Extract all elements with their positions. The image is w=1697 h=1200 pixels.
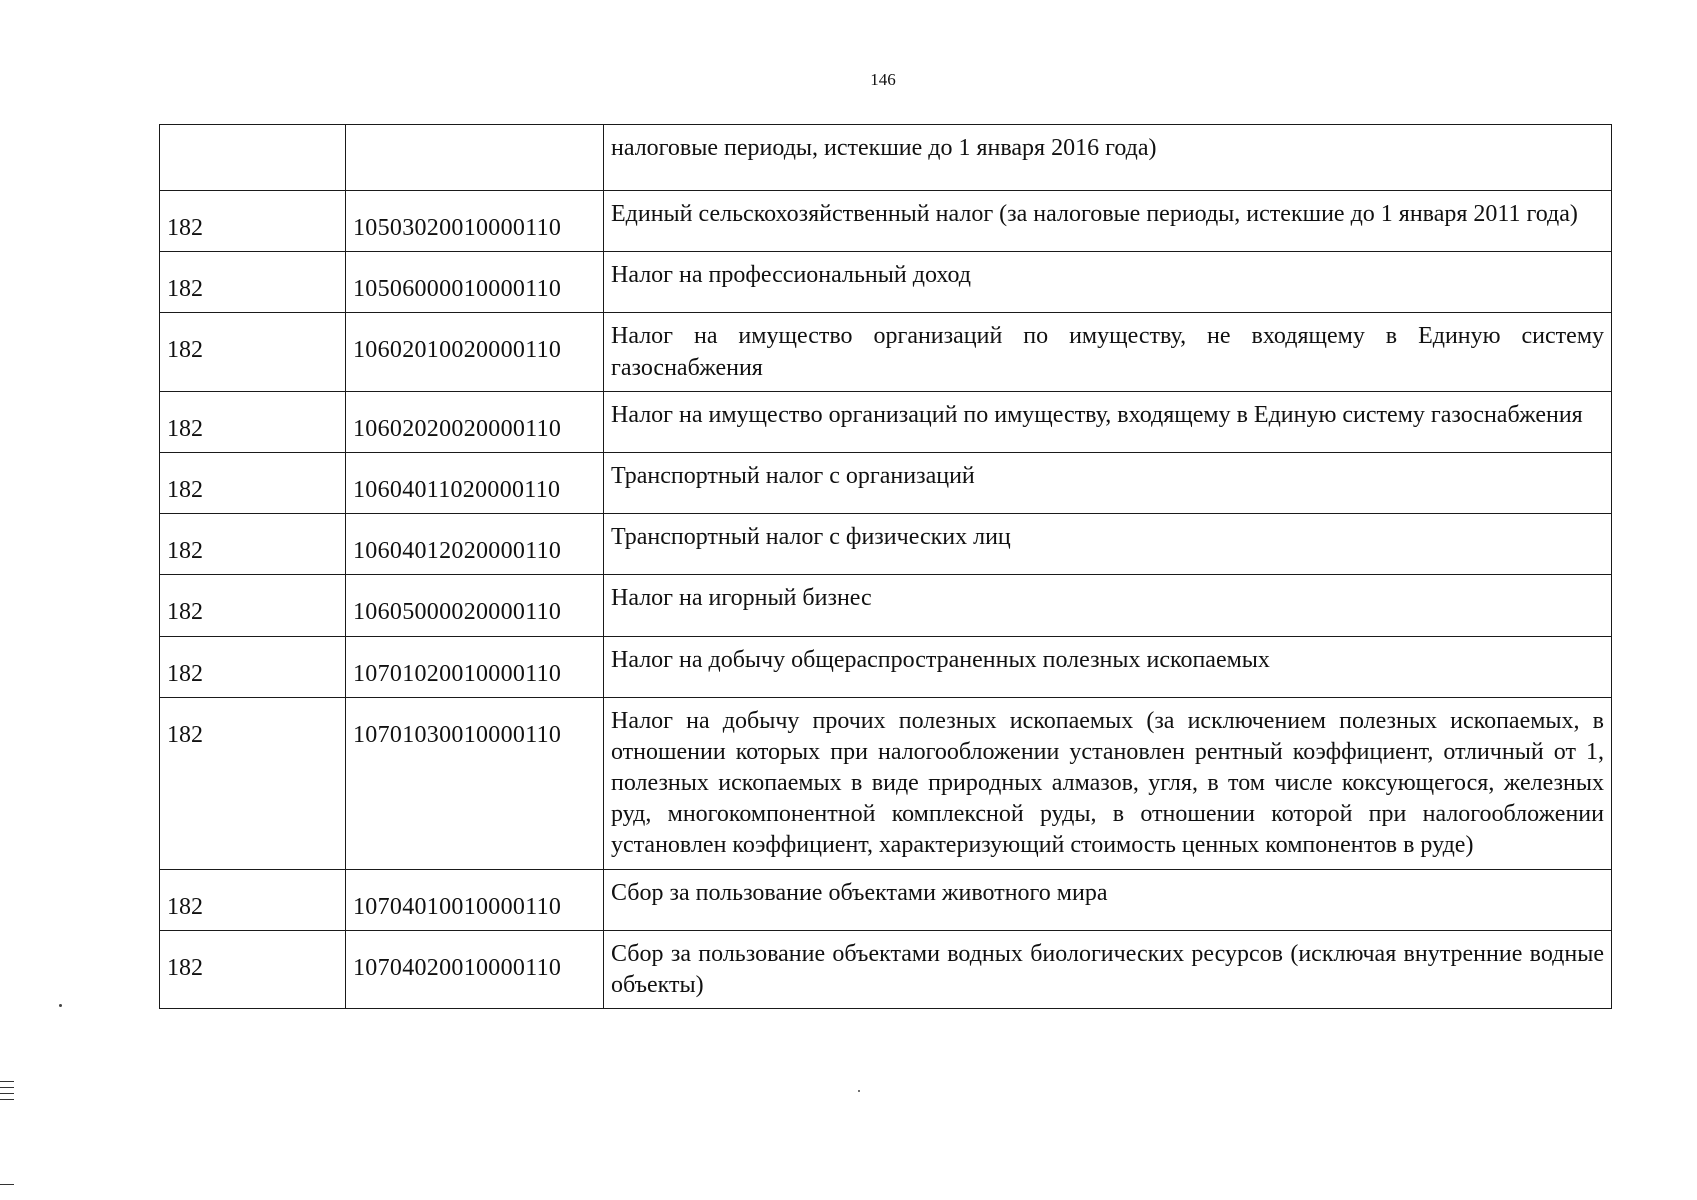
budget-code-cell: 10602020020000110 <box>346 391 604 452</box>
budget-code-cell: 10704010010000110 <box>346 869 604 930</box>
admin-code-cell: 182 <box>160 697 346 869</box>
description-cell: Налог на добычу прочих полезных ископаемых (за исключением полезных ископаемых, в отношении которых при налогообложении установлен рентный коэффициент, отличный от 1, полезных ископаемых в виде природных алмазов, угля, в том числе коксующегося, железных руд, многокомпонентной комплексной руды, в отношении которой при налогообложении установлен коэффициент, характеризующий стоимость ценных компонентов в руде) <box>604 697 1612 869</box>
description-cell: Сбор за пользование объектами водных биологических ресурсов (исключая внутренние водные объекты) <box>604 930 1612 1008</box>
budget-code-cell: 10503020010000110 <box>346 191 604 252</box>
scan-margin-mark <box>0 1184 14 1185</box>
description-cell: Сбор за пользование объектами животного мира <box>604 869 1612 930</box>
table-row <box>160 575 1612 636</box>
table-row <box>160 452 1612 513</box>
budget-code-cell: 10701020010000110 <box>346 636 604 697</box>
budget-code-cell: 10604012020000110 <box>346 514 604 575</box>
table-row <box>160 697 1612 869</box>
description-cell: налоговые периоды, истекшие до 1 января 2016 года) <box>604 125 1612 191</box>
description-cell: Транспортный налог с организаций <box>604 452 1612 513</box>
table-row <box>160 930 1612 1008</box>
table-row <box>160 514 1612 575</box>
description-cell: Налог на профессиональный доход <box>604 252 1612 313</box>
scan-margin-mark <box>0 1081 14 1082</box>
admin-code-cell: 182 <box>160 930 346 1008</box>
scan-speck <box>59 1004 62 1007</box>
budget-code-cell: 10506000010000110 <box>346 252 604 313</box>
scan-margin-mark <box>0 1093 14 1094</box>
budget-code-cell: 10605000020000110 <box>346 575 604 636</box>
table-row <box>160 391 1612 452</box>
scan-margin-mark <box>0 1099 14 1100</box>
budget-code-cell <box>346 125 604 191</box>
budget-code-cell: 10701030010000110 <box>346 697 604 869</box>
revenue-codes-table <box>159 124 1612 1009</box>
budget-code-cell: 10602010020000110 <box>346 313 604 391</box>
table-row <box>160 252 1612 313</box>
description-cell: Налог на имущество организаций по имуществу, входящему в Единую систему газоснабжения <box>604 391 1612 452</box>
table-row <box>160 636 1612 697</box>
description-cell: Единый сельскохозяйственный налог (за налоговые периоды, истекшие до 1 января 2011 года) <box>604 191 1612 252</box>
admin-code-cell: 182 <box>160 869 346 930</box>
budget-code-cell: 10604011020000110 <box>346 452 604 513</box>
admin-code-cell: 182 <box>160 252 346 313</box>
description-cell: Транспортный налог с физических лиц <box>604 514 1612 575</box>
admin-code-cell: 182 <box>160 391 346 452</box>
description-cell: Налог на имущество организаций по имуществу, не входящему в Единую систему газоснабжения <box>604 313 1612 391</box>
table-row <box>160 313 1612 391</box>
description-cell: Налог на добычу общераспространенных полезных ископаемых <box>604 636 1612 697</box>
admin-code-cell: 182 <box>160 452 346 513</box>
budget-code-cell: 10704020010000110 <box>346 930 604 1008</box>
table-row <box>160 191 1612 252</box>
admin-code-cell <box>160 125 346 191</box>
admin-code-cell: 182 <box>160 191 346 252</box>
description-cell: Налог на игорный бизнес <box>604 575 1612 636</box>
page-number: 146 <box>870 70 896 89</box>
table-row <box>160 125 1612 191</box>
scan-speck <box>858 1090 860 1092</box>
admin-code-cell: 182 <box>160 575 346 636</box>
table-row <box>160 869 1612 930</box>
admin-code-cell: 182 <box>160 514 346 575</box>
admin-code-cell: 182 <box>160 636 346 697</box>
admin-code-cell: 182 <box>160 313 346 391</box>
scan-margin-mark <box>0 1087 14 1088</box>
